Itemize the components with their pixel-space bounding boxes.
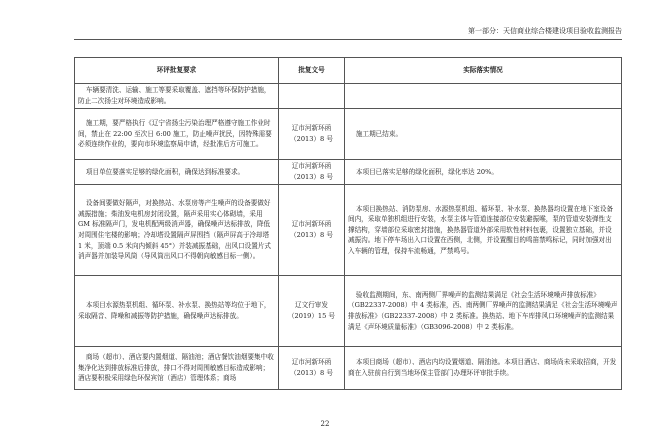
doc-number-cell: [279, 84, 345, 109]
implementation-cell: 施工期已结束。: [345, 109, 622, 160]
col-header-implementation: 实际落实情况: [345, 58, 622, 84]
doc-number-cell: 辽文行审发（2019）15 号: [279, 276, 345, 347]
implementation-cell: 本项目商场（超市）、酒店内均设置烟道、隔油池。本项目酒店、商场尚未采取招商，开发商在入驻前自行到当地环保主管部门办理环评审批手续。: [345, 347, 622, 390]
header-rule: [74, 39, 622, 40]
approval-table: [74, 57, 622, 390]
implementation-cell: 本项目换热站、消防泵房、水源热泵机组、循环泵、补水泵、换热器均设置在地下室设备间内，采取单独机组进行安装，水泵主体与管道连接部位安装避振喉，泵的管道安装弹性支撑结构，穿墙部位采取密封措施，换热器管道外部采用软性材料包裹，设置独立基础，并设减振沟。地下停车场出入口设置在西侧，北侧，并设置醒目的鸣笛禁鸣标记，同时加强对出入车辆的管理，保持车流畅通，严禁鸣号。: [345, 185, 622, 276]
col-header-requirement: 环评批复要求: [75, 58, 279, 84]
table-row: [75, 347, 622, 390]
doc-number-cell: 辽市河新环函（2013）8 号: [279, 347, 345, 390]
table-row: [75, 276, 622, 347]
requirement-cell: 施工期，要严格执行《辽宁省扬尘污染治理严格遵守施工作业时间，禁止在 22:00 至次日 6:00 施工，防止噪声扰民，因特殊需要必须连续作业的，要向市环境监察局申请，经批准后方可施工。: [75, 109, 279, 160]
page-number: 22: [320, 420, 330, 428]
implementation-cell: 验收监测期间，东、南两侧厂界噪声的监测结果满足《社会生活环境噪声排放标准》（GB22337-2008）中 4 类标准，西、南两侧厂界噪声的监测结果满足《社会生活环境噪声排放标准》（GB22337-2008）中 2 类标准。换热站、地下车库排风口环境噪声的监测结果满足《声环境质量标准》（GB3096-2008）中 2 类标准。: [345, 276, 622, 347]
report-header: 第一部分：天信商业综合楼建设项目验收监测报告: [468, 27, 622, 35]
table-row: [75, 84, 622, 109]
doc-number-cell: 辽市河新环函（2013）8 号: [279, 109, 345, 160]
requirement-cell: 车辆要清洗、运输、施工等要采取覆盖、遮挡等环保防护措施，防止二次扬尘对环境造成影响。: [75, 84, 279, 109]
requirement-cell: 商场（超市）、酒店要内置烟道、隔油池；酒店餐饮油烟要集中收集净化达到排放标准后排放，排口不得对周围敏感目标造成影响；酒店要积极采用绿色环保宾馆（酒店）管理体系；商场: [75, 347, 279, 390]
table-header-row: [75, 58, 622, 84]
requirement-cell: 设备间要做好隔声，对换热站、水泵房等产生噪声的设备要做好减振措施；柴油发电机房封闭设置，隔声采用实心体砌墙，采用 GM 标准隔声门，发电机配两级消声器，确保噪声达标排放，降低对周围住宅楼的影响；冷却塔设置隔声屏围挡（隔声屏高于冷却塔 1 米，顶端 0.5 米向内倾斜 45°）并装减振基础，出风口设置片式消声器并加装导风筒（导风筒出风口不得朝向敏感目标一侧）。: [75, 185, 279, 276]
doc-number-cell: 辽市河新环函（2013）8 号: [279, 185, 345, 276]
table-row: [75, 109, 622, 160]
requirement-cell: 本项目水源热泵机组、循环泵、补水泵、换热站等均位于地下，采取隔音、降噪和减振等防护措施，确保噪声达标排放。: [75, 276, 279, 347]
col-header-doc-number: 批复文号: [279, 58, 345, 84]
table-row: [75, 185, 622, 276]
implementation-cell: 本项目已落实足够的绿化面积，绿化率达 20%。: [345, 160, 622, 185]
doc-number-cell: 辽市河新环函（2013）8 号: [279, 160, 345, 185]
requirement-cell: 项目单位要落实足够的绿化面积，确保达到标准要求。: [75, 160, 279, 185]
implementation-cell: [345, 84, 622, 109]
table-row: [75, 160, 622, 185]
